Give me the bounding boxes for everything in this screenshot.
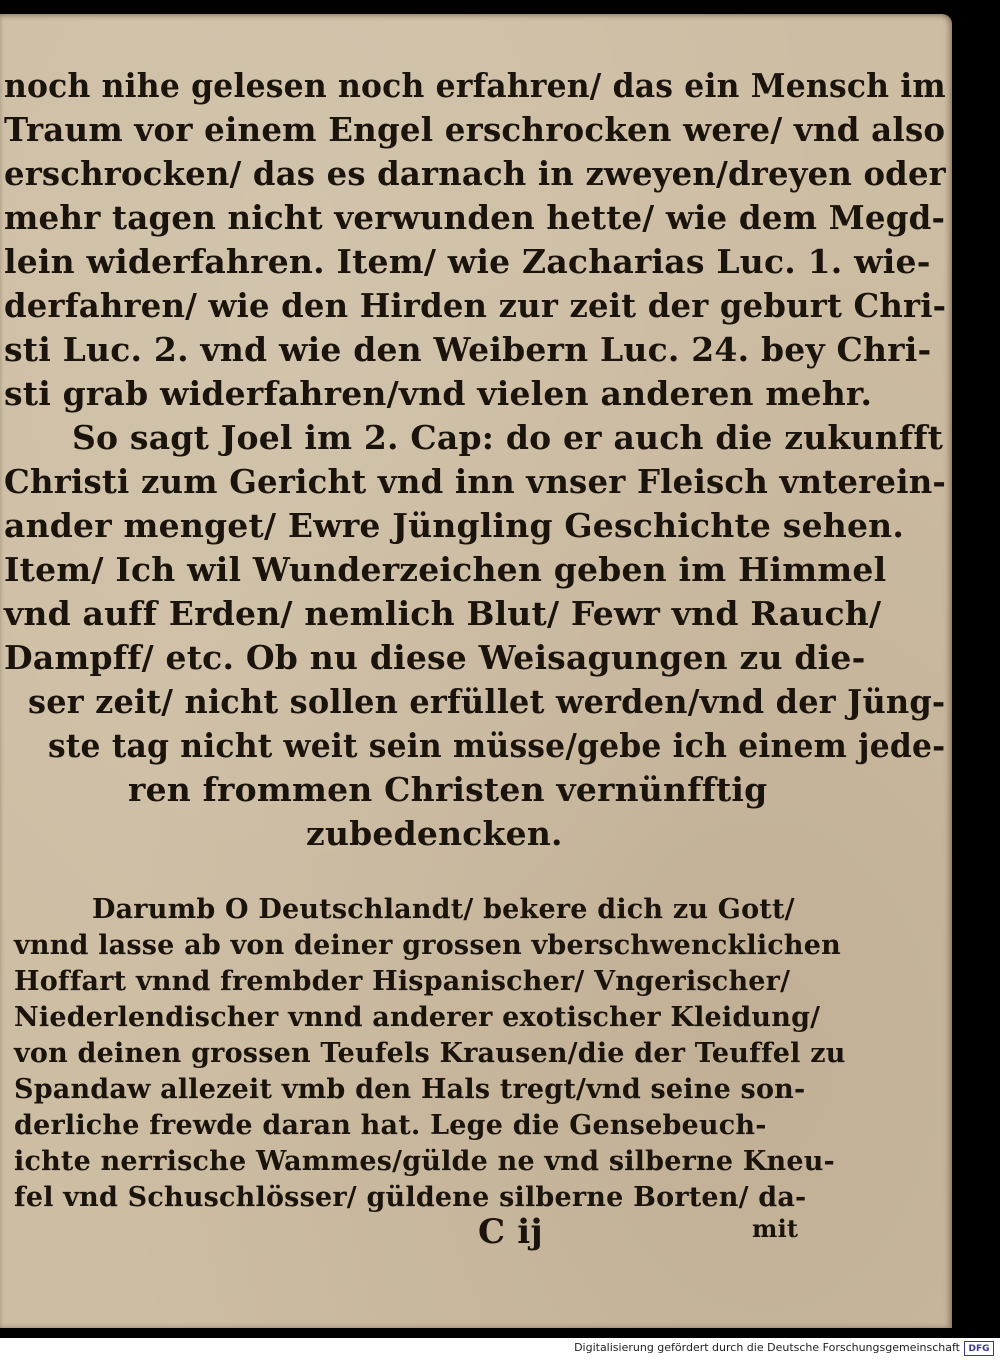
text-line: lein widerfahren. Item/ wie Zacharias Luc. 1. wie- xyxy=(4,242,931,281)
text-line: Spandaw allezeit vmb den Hals tregt/vnd seine son- xyxy=(14,1074,806,1105)
text-line: ichte nerrische Wammes/gülde ne vnd silberne Kneu- xyxy=(14,1146,835,1177)
text-line: sti grab widerfahren/vnd vielen anderen mehr. xyxy=(4,374,873,413)
text-line: sti Luc. 2. vnd wie den Weibern Luc. 24. bey Chri- xyxy=(4,330,932,369)
text-line: von deinen grossen Teufels Krausen/die der Teuffel zu xyxy=(14,1038,846,1069)
text-line: Christi zum Gericht vnd inn vnser Fleisch vnterein- xyxy=(4,462,947,501)
text-line: derliche frewde daran hat. Lege die Gensebeuch- xyxy=(14,1110,767,1141)
text-line: erschrocken/ das es darnach in zweyen/dreyen oder xyxy=(4,154,946,193)
catchword: mit xyxy=(752,1214,799,1243)
text-line: noch nihe gelesen noch erfahren/ das ein Mensch im xyxy=(4,66,946,105)
text-line: mehr tagen nicht verwunden hette/ wie dem Megd- xyxy=(4,198,946,237)
funding-credit: Digitalisierung gefördert durch die Deutsche Forschungsgemeinschaft xyxy=(574,1341,960,1354)
text-line: ander menget/ Ewre Jüngling Geschichte sehen. xyxy=(4,506,905,545)
text-line: Item/ Ich wil Wunderzeichen geben im Himmel xyxy=(4,550,887,589)
text-line: Niederlendischer vnnd anderer exotischer Kleidung/ xyxy=(14,1002,821,1033)
text-line: Traum vor einem Engel erschrocken were/ vnd also xyxy=(4,110,946,149)
text-line: ser zeit/ nicht sollen erfüllet werden/vnd der Jüng- xyxy=(28,682,946,721)
dfg-logo: DFG xyxy=(964,1341,994,1356)
text-line: Hoffart vnnd frembder Hispanischer/ Vngerischer/ xyxy=(14,966,791,997)
text-line: derfahren/ wie den Hirden zur zeit der geburt Chri- xyxy=(4,286,947,325)
text-line: vnd auff Erden/ nemlich Blut/ Fewr vnd Rauch/ xyxy=(4,594,882,633)
text-line: vnnd lasse ab von deiner grossen vberschwencklichen xyxy=(14,930,841,961)
text-line: fel vnd Schuschlösser/ güldene silberne Borten/ da- xyxy=(14,1182,807,1213)
signature-mark: C ij xyxy=(478,1212,543,1252)
text-line: Darumb O Deutschlandt/ bekere dich zu Gott/ xyxy=(92,894,795,925)
footer-bar xyxy=(0,1338,1000,1360)
text-line: ste tag nicht weit sein müsse/gebe ich einem jede- xyxy=(48,726,946,765)
text-line: Dampff/ etc. Ob nu diese Weisagungen zu die- xyxy=(4,638,866,677)
text-line: So sagt Joel im 2. Cap: do er auch die zukunfft xyxy=(72,418,944,457)
text-line: zubedencken. xyxy=(306,814,563,853)
book-page xyxy=(0,14,952,1328)
text-line: ren frommen Christen vernünfftig xyxy=(128,770,768,809)
